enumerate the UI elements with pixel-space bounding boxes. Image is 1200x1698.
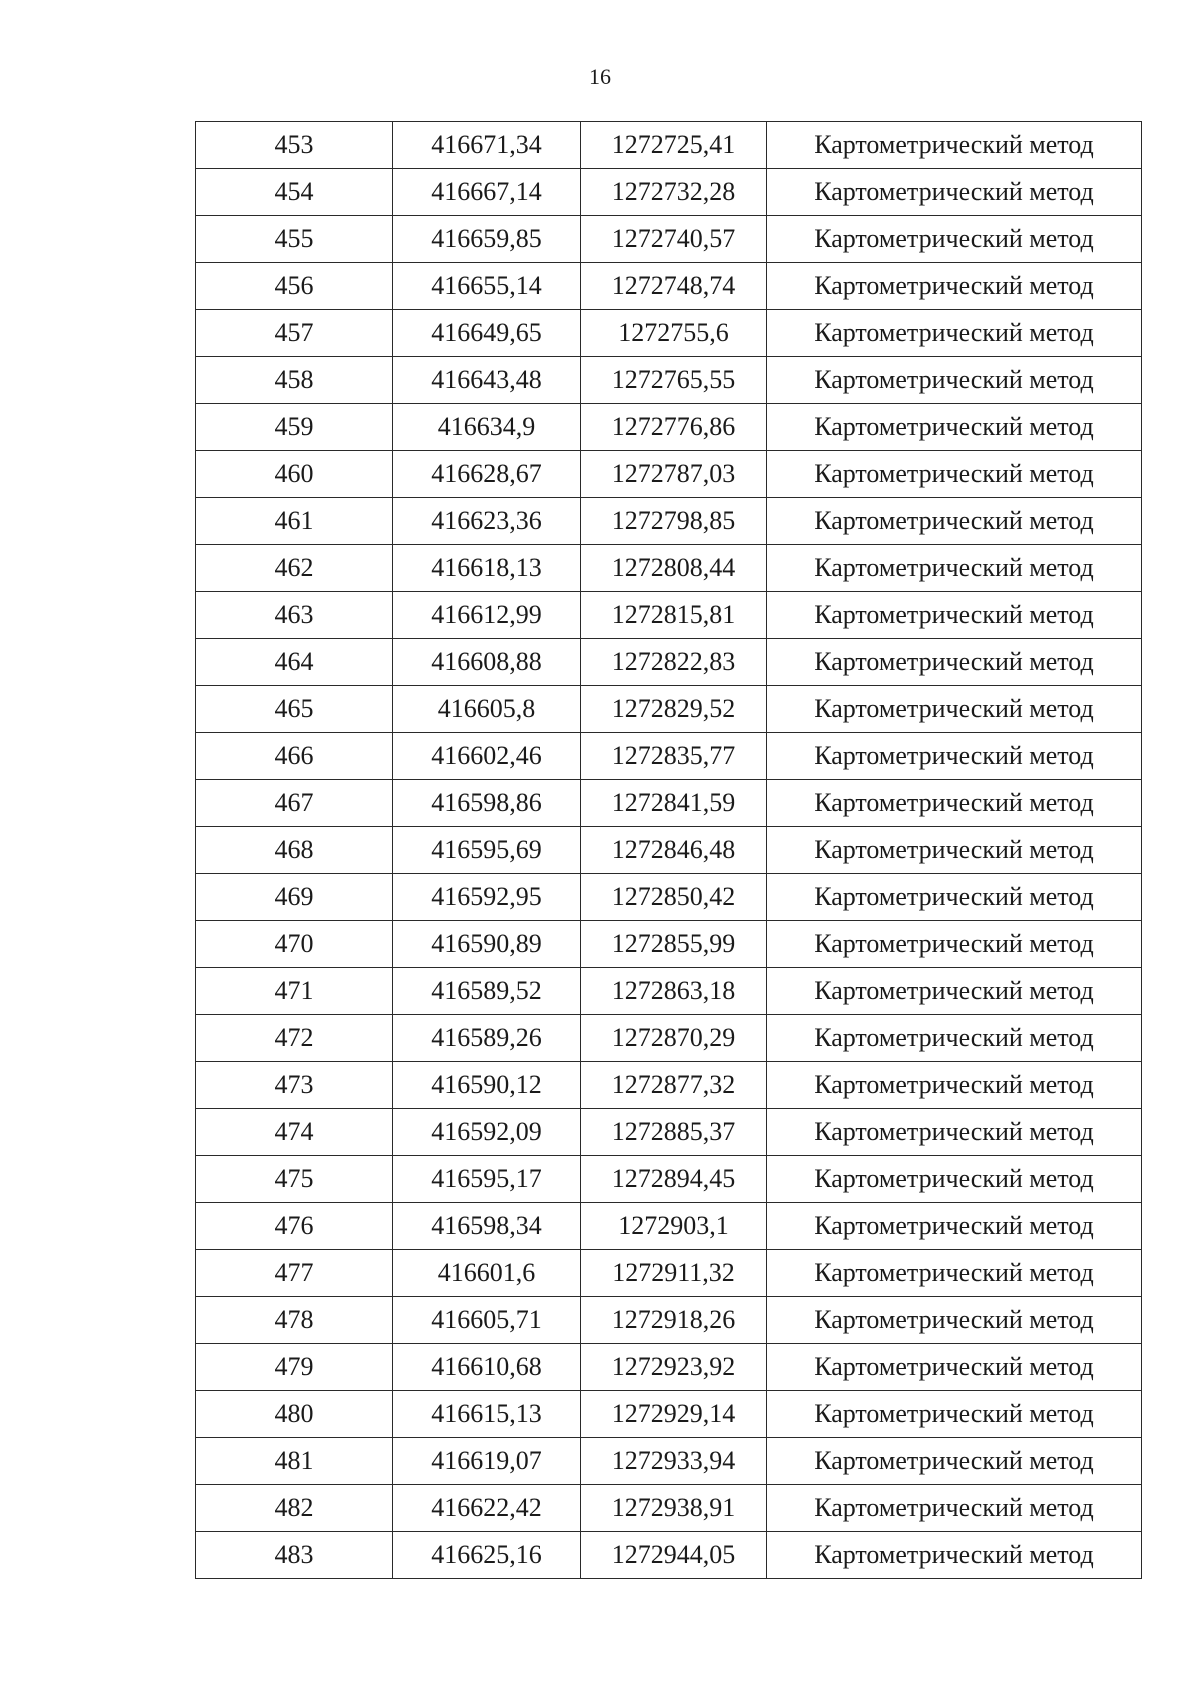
point-number-cell: 475 <box>196 1156 393 1203</box>
point-number-cell: 460 <box>196 451 393 498</box>
x-coordinate-cell: 416649,65 <box>393 310 581 357</box>
y-coordinate-cell: 1272787,03 <box>581 451 767 498</box>
y-coordinate-cell: 1272732,28 <box>581 169 767 216</box>
x-coordinate-cell: 416618,13 <box>393 545 581 592</box>
point-number-cell: 468 <box>196 827 393 874</box>
y-coordinate-cell: 1272870,29 <box>581 1015 767 1062</box>
x-coordinate-cell: 416595,69 <box>393 827 581 874</box>
point-number-cell: 481 <box>196 1438 393 1485</box>
point-number-cell: 483 <box>196 1532 393 1579</box>
x-coordinate-cell: 416615,13 <box>393 1391 581 1438</box>
x-coordinate-cell: 416605,8 <box>393 686 581 733</box>
x-coordinate-cell: 416589,26 <box>393 1015 581 1062</box>
y-coordinate-cell: 1272776,86 <box>581 404 767 451</box>
method-cell: Картометрический метод <box>767 968 1142 1015</box>
y-coordinate-cell: 1272885,37 <box>581 1109 767 1156</box>
method-cell: Картометрический метод <box>767 1532 1142 1579</box>
x-coordinate-cell: 416590,89 <box>393 921 581 968</box>
y-coordinate-cell: 1272929,14 <box>581 1391 767 1438</box>
method-cell: Картометрический метод <box>767 404 1142 451</box>
y-coordinate-cell: 1272740,57 <box>581 216 767 263</box>
y-coordinate-cell: 1272798,85 <box>581 498 767 545</box>
table-row <box>196 780 1142 827</box>
table-row <box>196 1485 1142 1532</box>
point-number-cell: 462 <box>196 545 393 592</box>
x-coordinate-cell: 416634,9 <box>393 404 581 451</box>
table-row <box>196 310 1142 357</box>
x-coordinate-cell: 416625,16 <box>393 1532 581 1579</box>
table-row <box>196 1156 1142 1203</box>
point-number-cell: 454 <box>196 169 393 216</box>
x-coordinate-cell: 416623,36 <box>393 498 581 545</box>
table-row <box>196 169 1142 216</box>
method-cell: Картометрический метод <box>767 733 1142 780</box>
point-number-cell: 472 <box>196 1015 393 1062</box>
y-coordinate-cell: 1272841,59 <box>581 780 767 827</box>
x-coordinate-cell: 416590,12 <box>393 1062 581 1109</box>
point-number-cell: 480 <box>196 1391 393 1438</box>
y-coordinate-cell: 1272863,18 <box>581 968 767 1015</box>
method-cell: Картометрический метод <box>767 451 1142 498</box>
x-coordinate-cell: 416602,46 <box>393 733 581 780</box>
x-coordinate-cell: 416619,07 <box>393 1438 581 1485</box>
table-row <box>196 1532 1142 1579</box>
method-cell: Картометрический метод <box>767 1062 1142 1109</box>
method-cell: Картометрический метод <box>767 357 1142 404</box>
method-cell: Картометрический метод <box>767 122 1142 169</box>
y-coordinate-cell: 1272835,77 <box>581 733 767 780</box>
method-cell: Картометрический метод <box>767 921 1142 968</box>
point-number-cell: 474 <box>196 1109 393 1156</box>
x-coordinate-cell: 416659,85 <box>393 216 581 263</box>
method-cell: Картометрический метод <box>767 686 1142 733</box>
point-number-cell: 465 <box>196 686 393 733</box>
x-coordinate-cell: 416610,68 <box>393 1344 581 1391</box>
y-coordinate-cell: 1272911,32 <box>581 1250 767 1297</box>
table-row <box>196 1062 1142 1109</box>
point-number-cell: 458 <box>196 357 393 404</box>
y-coordinate-cell: 1272894,45 <box>581 1156 767 1203</box>
point-number-cell: 459 <box>196 404 393 451</box>
x-coordinate-cell: 416592,95 <box>393 874 581 921</box>
table-row <box>196 498 1142 545</box>
y-coordinate-cell: 1272850,42 <box>581 874 767 921</box>
table-row <box>196 122 1142 169</box>
method-cell: Картометрический метод <box>767 1438 1142 1485</box>
method-cell: Картометрический метод <box>767 1203 1142 1250</box>
point-number-cell: 455 <box>196 216 393 263</box>
y-coordinate-cell: 1272846,48 <box>581 827 767 874</box>
table-row <box>196 592 1142 639</box>
point-number-cell: 476 <box>196 1203 393 1250</box>
table-row <box>196 1438 1142 1485</box>
y-coordinate-cell: 1272748,74 <box>581 263 767 310</box>
method-cell: Картометрический метод <box>767 592 1142 639</box>
table-row <box>196 1015 1142 1062</box>
y-coordinate-cell: 1272933,94 <box>581 1438 767 1485</box>
y-coordinate-cell: 1272855,99 <box>581 921 767 968</box>
table-row <box>196 1203 1142 1250</box>
table-row <box>196 1250 1142 1297</box>
method-cell: Картометрический метод <box>767 498 1142 545</box>
point-number-cell: 461 <box>196 498 393 545</box>
y-coordinate-cell: 1272725,41 <box>581 122 767 169</box>
method-cell: Картометрический метод <box>767 263 1142 310</box>
x-coordinate-cell: 416643,48 <box>393 357 581 404</box>
y-coordinate-cell: 1272765,55 <box>581 357 767 404</box>
point-number-cell: 478 <box>196 1297 393 1344</box>
table-row <box>196 404 1142 451</box>
point-number-cell: 457 <box>196 310 393 357</box>
table-row <box>196 639 1142 686</box>
point-number-cell: 453 <box>196 122 393 169</box>
point-number-cell: 463 <box>196 592 393 639</box>
table-row <box>196 968 1142 1015</box>
table-row <box>196 451 1142 498</box>
x-coordinate-cell: 416628,67 <box>393 451 581 498</box>
table-row <box>196 827 1142 874</box>
table-row <box>196 686 1142 733</box>
y-coordinate-cell: 1272903,1 <box>581 1203 767 1250</box>
point-number-cell: 467 <box>196 780 393 827</box>
method-cell: Картометрический метод <box>767 827 1142 874</box>
table-row <box>196 357 1142 404</box>
y-coordinate-cell: 1272923,92 <box>581 1344 767 1391</box>
x-coordinate-cell: 416608,88 <box>393 639 581 686</box>
point-number-cell: 470 <box>196 921 393 968</box>
table-row <box>196 1297 1142 1344</box>
method-cell: Картометрический метод <box>767 1485 1142 1532</box>
y-coordinate-cell: 1272822,83 <box>581 639 767 686</box>
x-coordinate-cell: 416667,14 <box>393 169 581 216</box>
coordinates-table-body <box>196 122 1142 1579</box>
x-coordinate-cell: 416592,09 <box>393 1109 581 1156</box>
y-coordinate-cell: 1272918,26 <box>581 1297 767 1344</box>
method-cell: Картометрический метод <box>767 1391 1142 1438</box>
y-coordinate-cell: 1272944,05 <box>581 1532 767 1579</box>
point-number-cell: 456 <box>196 263 393 310</box>
method-cell: Картометрический метод <box>767 874 1142 921</box>
x-coordinate-cell: 416605,71 <box>393 1297 581 1344</box>
table-row <box>196 216 1142 263</box>
x-coordinate-cell: 416612,99 <box>393 592 581 639</box>
point-number-cell: 479 <box>196 1344 393 1391</box>
y-coordinate-cell: 1272829,52 <box>581 686 767 733</box>
point-number-cell: 464 <box>196 639 393 686</box>
point-number-cell: 482 <box>196 1485 393 1532</box>
method-cell: Картометрический метод <box>767 1344 1142 1391</box>
method-cell: Картометрический метод <box>767 1250 1142 1297</box>
x-coordinate-cell: 416598,86 <box>393 780 581 827</box>
x-coordinate-cell: 416671,34 <box>393 122 581 169</box>
y-coordinate-cell: 1272815,81 <box>581 592 767 639</box>
point-number-cell: 477 <box>196 1250 393 1297</box>
method-cell: Картометрический метод <box>767 1156 1142 1203</box>
table-row <box>196 1344 1142 1391</box>
point-number-cell: 471 <box>196 968 393 1015</box>
method-cell: Картометрический метод <box>767 1297 1142 1344</box>
x-coordinate-cell: 416595,17 <box>393 1156 581 1203</box>
method-cell: Картометрический метод <box>767 216 1142 263</box>
y-coordinate-cell: 1272877,32 <box>581 1062 767 1109</box>
table-row <box>196 733 1142 780</box>
method-cell: Картометрический метод <box>767 169 1142 216</box>
point-number-cell: 473 <box>196 1062 393 1109</box>
page-number: 16 <box>589 64 611 89</box>
coordinates-table <box>195 121 1142 1579</box>
x-coordinate-cell: 416601,6 <box>393 1250 581 1297</box>
x-coordinate-cell: 416655,14 <box>393 263 581 310</box>
point-number-cell: 469 <box>196 874 393 921</box>
table-row <box>196 263 1142 310</box>
table-row <box>196 545 1142 592</box>
table-row <box>196 1391 1142 1438</box>
y-coordinate-cell: 1272938,91 <box>581 1485 767 1532</box>
x-coordinate-cell: 416598,34 <box>393 1203 581 1250</box>
x-coordinate-cell: 416589,52 <box>393 968 581 1015</box>
method-cell: Картометрический метод <box>767 780 1142 827</box>
method-cell: Картометрический метод <box>767 1015 1142 1062</box>
point-number-cell: 466 <box>196 733 393 780</box>
table-row <box>196 921 1142 968</box>
table-row <box>196 1109 1142 1156</box>
method-cell: Картометрический метод <box>767 545 1142 592</box>
y-coordinate-cell: 1272755,6 <box>581 310 767 357</box>
y-coordinate-cell: 1272808,44 <box>581 545 767 592</box>
table-row <box>196 874 1142 921</box>
method-cell: Картометрический метод <box>767 1109 1142 1156</box>
method-cell: Картометрический метод <box>767 310 1142 357</box>
x-coordinate-cell: 416622,42 <box>393 1485 581 1532</box>
method-cell: Картометрический метод <box>767 639 1142 686</box>
